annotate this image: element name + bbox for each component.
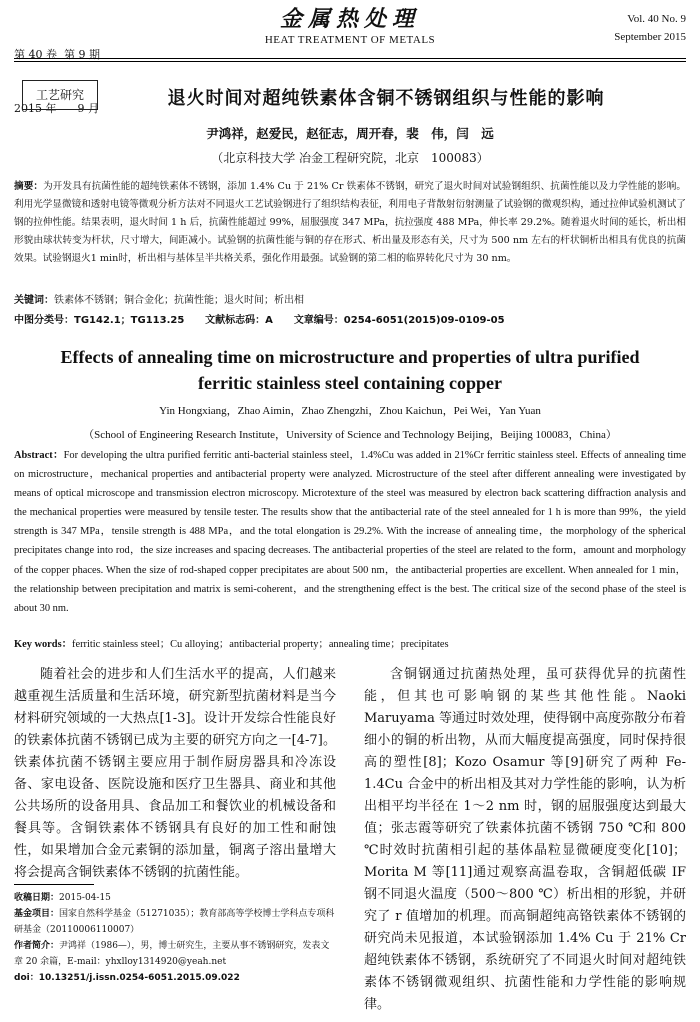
footnote-received-text: 2015-04-15	[59, 893, 111, 903]
footnote-funding	[14, 906, 336, 938]
body-paragraph-right: 含铜钢通过抗菌热处理，虽可获得优异的抗菌性能，但其也可影响钢的某些其他性能。Naoki Maruyama 等通过时效处理，使得钢中高度弥散分布着细小的铜的析出物，从而大幅度提高强度，同时保持很高的塑性[8]；Kozo Osamur 等[9]研究了两种 Fe-1.4Cu 合金中的析出相及其对力学性能的影响，认为析出相平均半径在 1～2 nm 时，钢的屈服强度达到最大值；张志霞等研究了铁素体抗菌不锈钢 750 ℃和 800 ℃时效时抗菌相引起的基体晶粒显微硬度变化[10]；Morita M 等[11]通过观察高温卷取，含铜超低碳 IF 钢不同退火温度（500～800 ℃）析出相的形貌，并研究了 r 值增加的机理。而高铜超纯高铬铁素体不锈钢的研究尚未见报道，本试验钢添加 1.4% Cu 于 21% Cr 超纯铁素体不锈钢，系统研究了不同退火时间对超纯铁素体不锈钢微观组织、抗菌性能和力学性能的影响规律。	[364, 667, 686, 1012]
authors-en: Yin Hongxiang，Zhao Aimin，Zhao Zhengzhi，Zhou Kaichun，Pei Wei，Yan Yuan	[159, 405, 541, 417]
authors-cn: 尹鸿祥，赵爱民，赵征志，周开春，裴 伟，闫 远	[206, 126, 494, 141]
journal-logo-cn: 金属热处理	[279, 6, 420, 32]
keywords-cn	[14, 292, 686, 310]
abstract-cn-text: 为开发具有抗菌性能的超纯铁素体不锈钢，添加 1.4% Cu 于 21% Cr 铁素体不锈钢，研究了退火时间对试验钢组织、抗菌性能以及力学性能的影响。利用光学显微镜和透射电镜等微观分析方法对不同退火工艺试验钢进行了组织结构表征，利用电子背散射衍射测量了试验钢的微观织构，通过拉伸试验机测试了钢的拉伸性能。结果表明，退火时间 1 h 后，抗菌性能超过 99%，屈服强度 347 MPa，抗拉强度 488 MPa，伸长率 29.2%。随着退火时间的延长，析出相形貌由球状转变为杆状，尺寸增大，间距减小。试验钢的抗菌性能与铜的存在形式、析出量及形态有关，尺寸为 500 nm 左右的杆状铜析出相具有优良的抗菌效果。试验钢退火1 min时，析出相与基体呈半共格关系，强化作用最强。试验钢的第二相的临界转化尺寸为 30 nm。	[14, 181, 686, 264]
affiliation-en: （School of Engineering Research Institute，University of Science and Technology Beijing，Beijing 100083，China）	[83, 429, 617, 441]
article-title-cn: 退火时间对超纯铁素体含铜不锈钢组织与性能的影响	[167, 88, 605, 109]
article-title-en: Effects of annealing time on microstructure and properties of ultra purified ferritic stainless steel containing copper	[60, 347, 640, 393]
footnote-received	[14, 890, 336, 906]
abstract-cn-label: 摘要：	[14, 181, 44, 192]
journal-masthead	[0, 6, 700, 48]
classification-line	[14, 312, 686, 330]
abstract-en-text: For developing the ultra purified ferritic anti-bacterial stainless steel，1.4%Cu was added in 21%Cr ferritic stainless steel. Effects of annealing time on microstructure，mechanical properties and antibacterial property were analyzed. Microstructure of the steel after different annealing were investigated by means of optical microscope and transmission electron microscopy. Microtexture of the steel was measured by electron back scattering diffraction analysis and the mechanical properties were measured by tensile tester. The results show that the antibacterial rate of the steel annealed for 1 h is more than 99%，the yield strength is 347 MPa，tensile strength is 488 MPa，and the total elongation is 29.2%. With the increase of annealing time，the morphology of the spherical precipitates change into rod，the size increases and spacing decreases. The antibacterial properties of the steel are related to the form，amount and morphology of the copper phaces. When the size of rod-shaped copper precipitates are about 500 nm，the antibacterial properties are excellent. When annealed for 1 min，the relationship between precipitation and matrix is semi-coherent，and the strengthening effect is the best. The critical size of the second phase of the steel is about 30 nm.	[14, 450, 686, 614]
column-tag: 工艺研究	[22, 80, 98, 110]
header-volume-issue: 第 40 卷 第 9 期	[14, 48, 100, 61]
header-year-month: 2015 年 9 月	[14, 102, 99, 115]
footnote-doi: doi：10.13251/j.issn.0254-6051.2015.09.022	[14, 973, 240, 983]
abstract-en-label: Abstract：	[14, 450, 64, 461]
keywords-cn-label: 关键词：	[14, 295, 54, 306]
footnotes	[14, 890, 336, 986]
keywords-cn-text: 铁素体不锈钢；铜合金化；抗菌性能；退火时间；析出相	[54, 295, 304, 306]
footnote-author-label: 作者简介：	[14, 941, 60, 951]
clc-number: 中图分类号：TG142.1；TG113.25	[14, 315, 185, 326]
header-rule	[14, 58, 686, 59]
keywords-en-text: ferritic stainless steel；Cu alloying；antibacterial property；annealing time；precipitates	[72, 639, 449, 650]
footnote-rule	[14, 884, 94, 885]
abstract-cn	[14, 178, 686, 268]
journal-name-en: HEAT TREATMENT OF METALS	[264, 34, 436, 46]
affiliation-cn: （北京科技大学 冶金工程研究院，北京 100083）	[211, 151, 489, 165]
document-code: 文献标志码：A	[205, 315, 273, 326]
footnote-funding-label: 基金项目：	[14, 909, 60, 919]
body-paragraph-left: 随着社会的进步和人们生活水平的提高，人们越来越重视生活质量和生活环境，研究新型抗菌材料是当今材料研究领域的一大热点[1-3]。设计开发综合性能良好的铁素体抗菌不锈钢已成为主要的研究方向之一[4-7]。铁素体抗菌不锈钢主要应用于制作厨房器具和冷冻设备、家电设备、医院设施和医疗卫生器具、商业和其他公共场所的设备用具、食品加工和餐饮业的机械设备和餐具等。含铜铁素体不锈钢具有良好的加工性和耐蚀性，如果增加合金元素铜的添加量，铜离子溶出量增大将会提高含铜铁素体不锈钢的抗菌性能。	[14, 667, 336, 880]
article-number: 文章编号：0254-6051(2015)09-0109-05	[293, 315, 505, 326]
footnote-funding-text: 国家自然科学基金（51271035）；教育部高等学校博士学科点专项科研基金（20110006110007）	[14, 909, 335, 935]
header-vol-no: Vol. 40 No. 9	[627, 13, 686, 25]
footnote-received-label: 收稿日期：	[14, 893, 60, 903]
header-vol-info-en	[614, 10, 686, 46]
footnote-author	[14, 938, 336, 970]
header-rule-thin	[14, 61, 686, 62]
keywords-en	[14, 636, 686, 654]
abstract-en	[14, 446, 686, 618]
footnote-author-text: 尹鸿祥（1986—），男，博士研究生，主要从事不锈钢研究，发表文章 20 余篇，E-mail：yhxlloy1314920@yeah.net	[14, 941, 330, 967]
header-month-year: September 2015	[614, 31, 686, 43]
keywords-en-label: Key words：	[14, 639, 73, 650]
